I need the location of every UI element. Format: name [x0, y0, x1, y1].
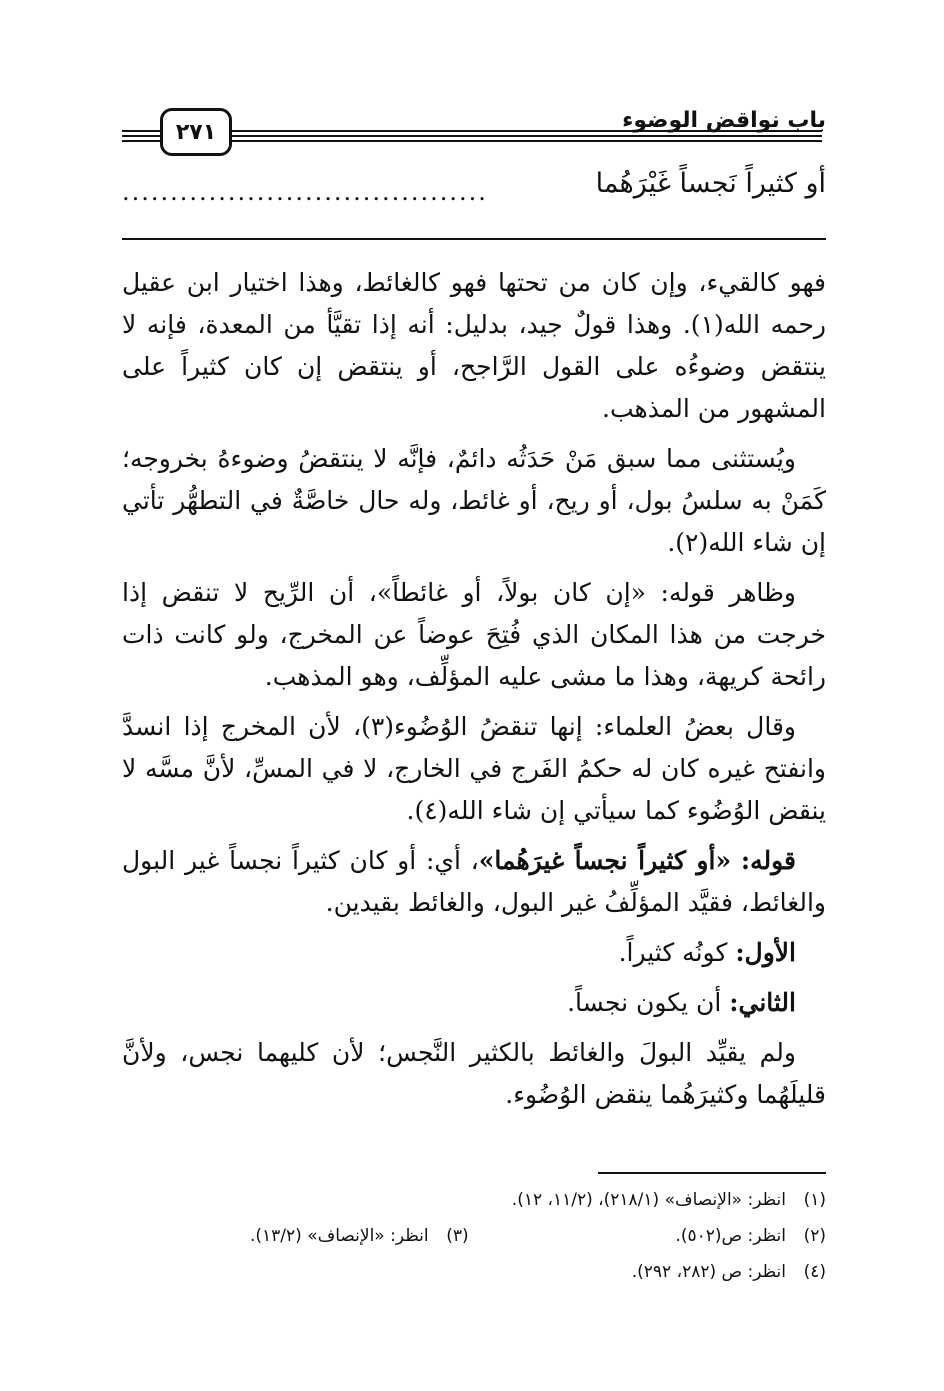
condition-label: الأول: [735, 938, 796, 967]
footnote-text: انظر: «الإنصاف» (٢١٨/١)، (١١/٢، ١٢). [511, 1190, 786, 1210]
paragraph: ويُستثنى مما سبق مَنْ حَدَثُه دائمٌ، فإنَّه لا ينتقضُ وضوءهُ بخروجه؛ كَمَنْ به سلسُ بول، أو ريح، أو غائط، وله حال خاصَّةٌ في التطهُّر تأتي إن شاء الله(٢). [122, 444, 826, 557]
qawluh-quote: «أو كثيراً نجساً غيرَهُما» [478, 846, 732, 875]
condition-first [122, 932, 826, 974]
footnote [122, 1218, 826, 1254]
matn-dots: ...................................... [122, 178, 488, 206]
footnote-rule [598, 1172, 826, 1174]
footnote-number: (٤) [803, 1262, 826, 1282]
footnote-number: (٣) [446, 1226, 469, 1246]
footnote-inline [250, 1218, 469, 1254]
closing-paragraph: ولم يقيِّد البولَ والغائط بالكثير النَّجس؛ لأن كليهما نجس، ولأنَّ قليلَهُما وكثيرَهُما ينقض الوُضُوء. [122, 1038, 826, 1109]
matn-divider [122, 238, 826, 240]
footnote-text: انظر: «الإنصاف» (١٣/٢). [250, 1226, 429, 1246]
paragraph: فهو كالقيء، وإن كان من تحتها فهو كالغائط، وهذا اختيار ابن عقيل رحمه الله(١). وهذا قولٌ جيد، بدليل: أنه إذا تقيَّأ من المعدة، فإنه لا ينتقض وضوءُه على القول الرَّاجح، أو ينتقض إن كان كثيراً على المشهور من المذهب. [122, 268, 826, 423]
footnote-number: (٢) [803, 1226, 826, 1246]
footnote-text: انظر: ص(٥٠٢). [675, 1226, 786, 1246]
paragraph: وظاهر قوله: «إن كان بولاً، أو غائطاً»، أن الرِّيح لا تنقض إذا خرجت من هذا المكان الذي فُتِحَ عوضاً عن المخرج، ولو كانت ذات رائحة كريهة، وهذا ما مشى عليه المؤلِّف، وهو المذهب. [122, 578, 826, 691]
footnote-number: (١) [803, 1190, 826, 1210]
qawluh-paragraph [122, 840, 826, 924]
paragraph: وقال بعضُ العلماء: إنها تنقضُ الوُضُوء(٣)، لأن المخرج إذا انسدَّ وانفتح غيره كان له حكمُ الفَرج في الخارج، لا في المسِّ، لأنَّ مسَّه لا ينقض الوُضُوء كما سيأتي إن شاء الله(٤). [122, 712, 826, 825]
footnote [122, 1254, 826, 1290]
condition-label: الثاني: [729, 988, 796, 1017]
page-number-frame [160, 108, 232, 156]
qawluh-label: قوله: [740, 846, 796, 875]
page-number: ٢٧١ [175, 119, 217, 145]
footnotes [122, 1182, 826, 1290]
condition-text: كونُه كثيراً. [618, 938, 728, 967]
matn-text: أو كثيراً نَجساً غَيْرَهُما [595, 168, 826, 199]
footnote [122, 1182, 826, 1218]
chapter-title: باب نواقض الوضوء [622, 108, 826, 133]
condition-text: أن يكون نجساً. [567, 988, 722, 1017]
qawluh-rest: ، أي: أو كان كثيراً نجساً غير البول والغائط، فقيَّد المؤلِّفُ غير البول، والغائط بقيدين. [122, 846, 826, 917]
footnote-text: انظر: ص (٢٨٢، ٢٩٢). [631, 1262, 786, 1282]
commentary-body [122, 262, 826, 1124]
condition-second [122, 982, 826, 1024]
